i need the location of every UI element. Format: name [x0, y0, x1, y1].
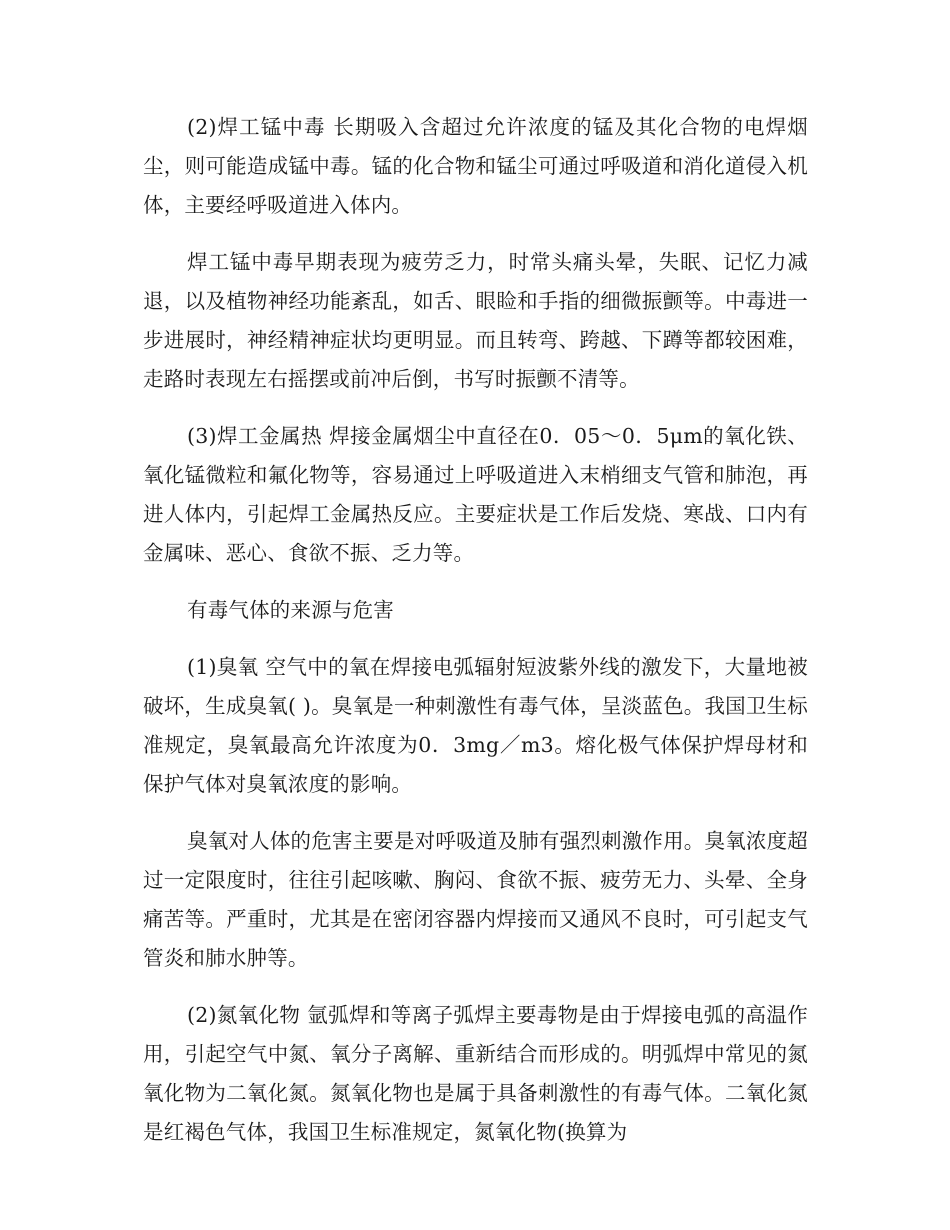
paragraph-ozone: (1)臭氧 空气中的氧在焊接电弧辐射短波紫外线的激发下，大量地被破坏，生成臭氧( )。臭氧是一种刺激性有毒气体，呈淡蓝色。我国卫生标准规定，臭氧最高允许浓度为0．3mg／m3。熔化极气体保护焊母材和保护气体对臭氧浓度的影响。 [143, 655, 808, 796]
document-body [143, 108, 808, 1170]
paragraph-nitrogen-oxides: (2)氮氧化物 氩弧焊和等离子弧焊主要毒物是由于焊接电弧的高温作用，引起空气中氮、氧分子离解、重新结合而形成的。明弧焊中常见的氮氧化物为二氧化氮。氮氧化物也是属于具备刺激性的有毒气体。二氧化氮是红褐色气体，我国卫生标准规定，氮氧化物(换算为 [143, 1003, 808, 1144]
section-heading-toxic-gases: 有毒气体的来源与危害 [187, 598, 394, 622]
paragraph-manganese-poisoning: (2)焊工锰中毒 长期吸入含超过允许浓度的锰及其化合物的电焊烟尘，则可能造成锰中毒。锰的化合物和锰尘可通过呼吸道和消化道侵入机体，主要经呼吸道进入体内。 [143, 115, 808, 217]
paragraph-manganese-symptoms: 焊工锰中毒早期表现为疲劳乏力，时常头痛头晕，失眠、记忆力减退，以及植物神经功能紊乱，如舌、眼睑和手指的细微振颤等。中毒进一步进展时，神经精神症状均更明显。而且转弯、跨越、下蹲等都较困难，走路时表现左右摇摆或前冲后倒，书写时振颤不清等。 [143, 250, 808, 391]
paragraph-ozone-hazards: 臭氧对人体的危害主要是对呼吸道及肺有强烈刺激作用。臭氧浓度超过一定限度时，往往引起咳嗽、胸闷、食欲不振、疲劳无力、头晕、全身痛苦等。严重时，尤其是在密闭容器内焊接而又通风不良时，可引起支气管炎和肺水肿等。 [143, 829, 808, 970]
paragraph-metal-fume-fever: (3)焊工金属热 焊接金属烟尘中直径在0．05～0．5μm的氧化铁、氧化锰微粒和氟化物等，容易通过上呼吸道进入末梢细支气管和肺泡，再进人体内，引起焊工金属热反应。主要症状是工作后发烧、寒战、口内有金属味、恶心、食欲不振、乏力等。 [143, 424, 808, 565]
